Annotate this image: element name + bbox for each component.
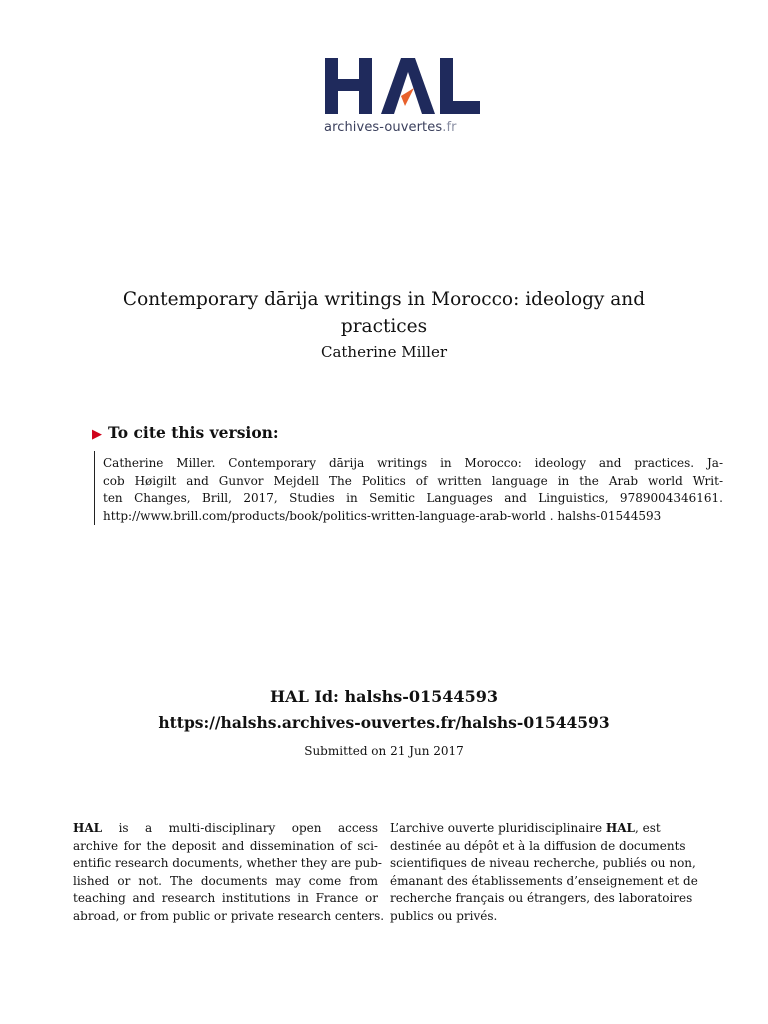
paper-title-line-1: Contemporary dārija writings in Morocco: ideology and <box>122 289 646 310</box>
hal-id: HAL Id: halshs-01544593 <box>270 687 498 706</box>
notice-line: publics ou privés. <box>390 908 498 923</box>
cite-heading <box>92 422 279 446</box>
citation-line: Catherine Miller. Contemporary dārija writings in Morocco: ideology and practices. Ja- <box>103 456 723 470</box>
logo-subtitle: archives-ouvertes.fr <box>324 120 457 135</box>
notice-line: teaching and research institutions in France or <box>73 891 378 906</box>
notice-line: scientifiques de niveau recherche, publiés ou non, <box>390 856 696 871</box>
notice-line: recherche français ou étrangers, des laboratoires <box>390 891 693 906</box>
notice-line: entific research documents, whether they are pub- <box>73 856 382 871</box>
notice-line: destinée au dépôt et à la diffusion de documents <box>390 838 686 853</box>
hal-bold-label: HAL <box>73 821 103 835</box>
hal-bold-label: HAL <box>605 821 635 835</box>
citation-box <box>94 451 723 525</box>
notice-line: HAL is a multi-disciplinary open access <box>73 821 378 835</box>
submission-date: Submitted on 21 Jun 2017 <box>304 744 464 758</box>
paper-author: Catherine Miller <box>320 343 448 361</box>
hal-record-link[interactable]: https://halshs.archives-ouvertes.fr/halshs-01544593 <box>158 713 610 732</box>
hal-logo <box>323 54 483 140</box>
notice-line: archive for the deposit and dissemination of sci- <box>73 838 378 853</box>
notice-english <box>73 820 385 926</box>
citation-line: cob Høigilt and Gunvor Mejdell The Politics of written language in the Arab world Writ- <box>103 473 723 488</box>
notice-french <box>390 820 698 926</box>
paper-title <box>60 286 708 340</box>
notice-line: émanant des établissements d’enseignement et de <box>390 873 698 888</box>
citation-url-line[interactable]: http://www.brill.com/products/book/politics-written-language-arab-world . halshs-01544593 <box>103 508 662 523</box>
paper-title-line-2: practices <box>340 316 428 337</box>
notice-line: lished or not. The documents may come from <box>73 873 378 888</box>
citation-line: ten Changes, Brill, 2017, Studies in Semitic Languages and Linguistics, 9789004346161. <box>103 491 723 505</box>
cite-heading-text: To cite this version: <box>108 423 279 442</box>
triangle-marker-icon: ▶ <box>92 427 102 442</box>
hal-wordmark-logo <box>323 54 483 116</box>
notice-line: L’archive ouverte pluridisciplinaire HAL, est <box>390 821 661 835</box>
notice-line: abroad, or from public or private research centers. <box>73 908 385 923</box>
